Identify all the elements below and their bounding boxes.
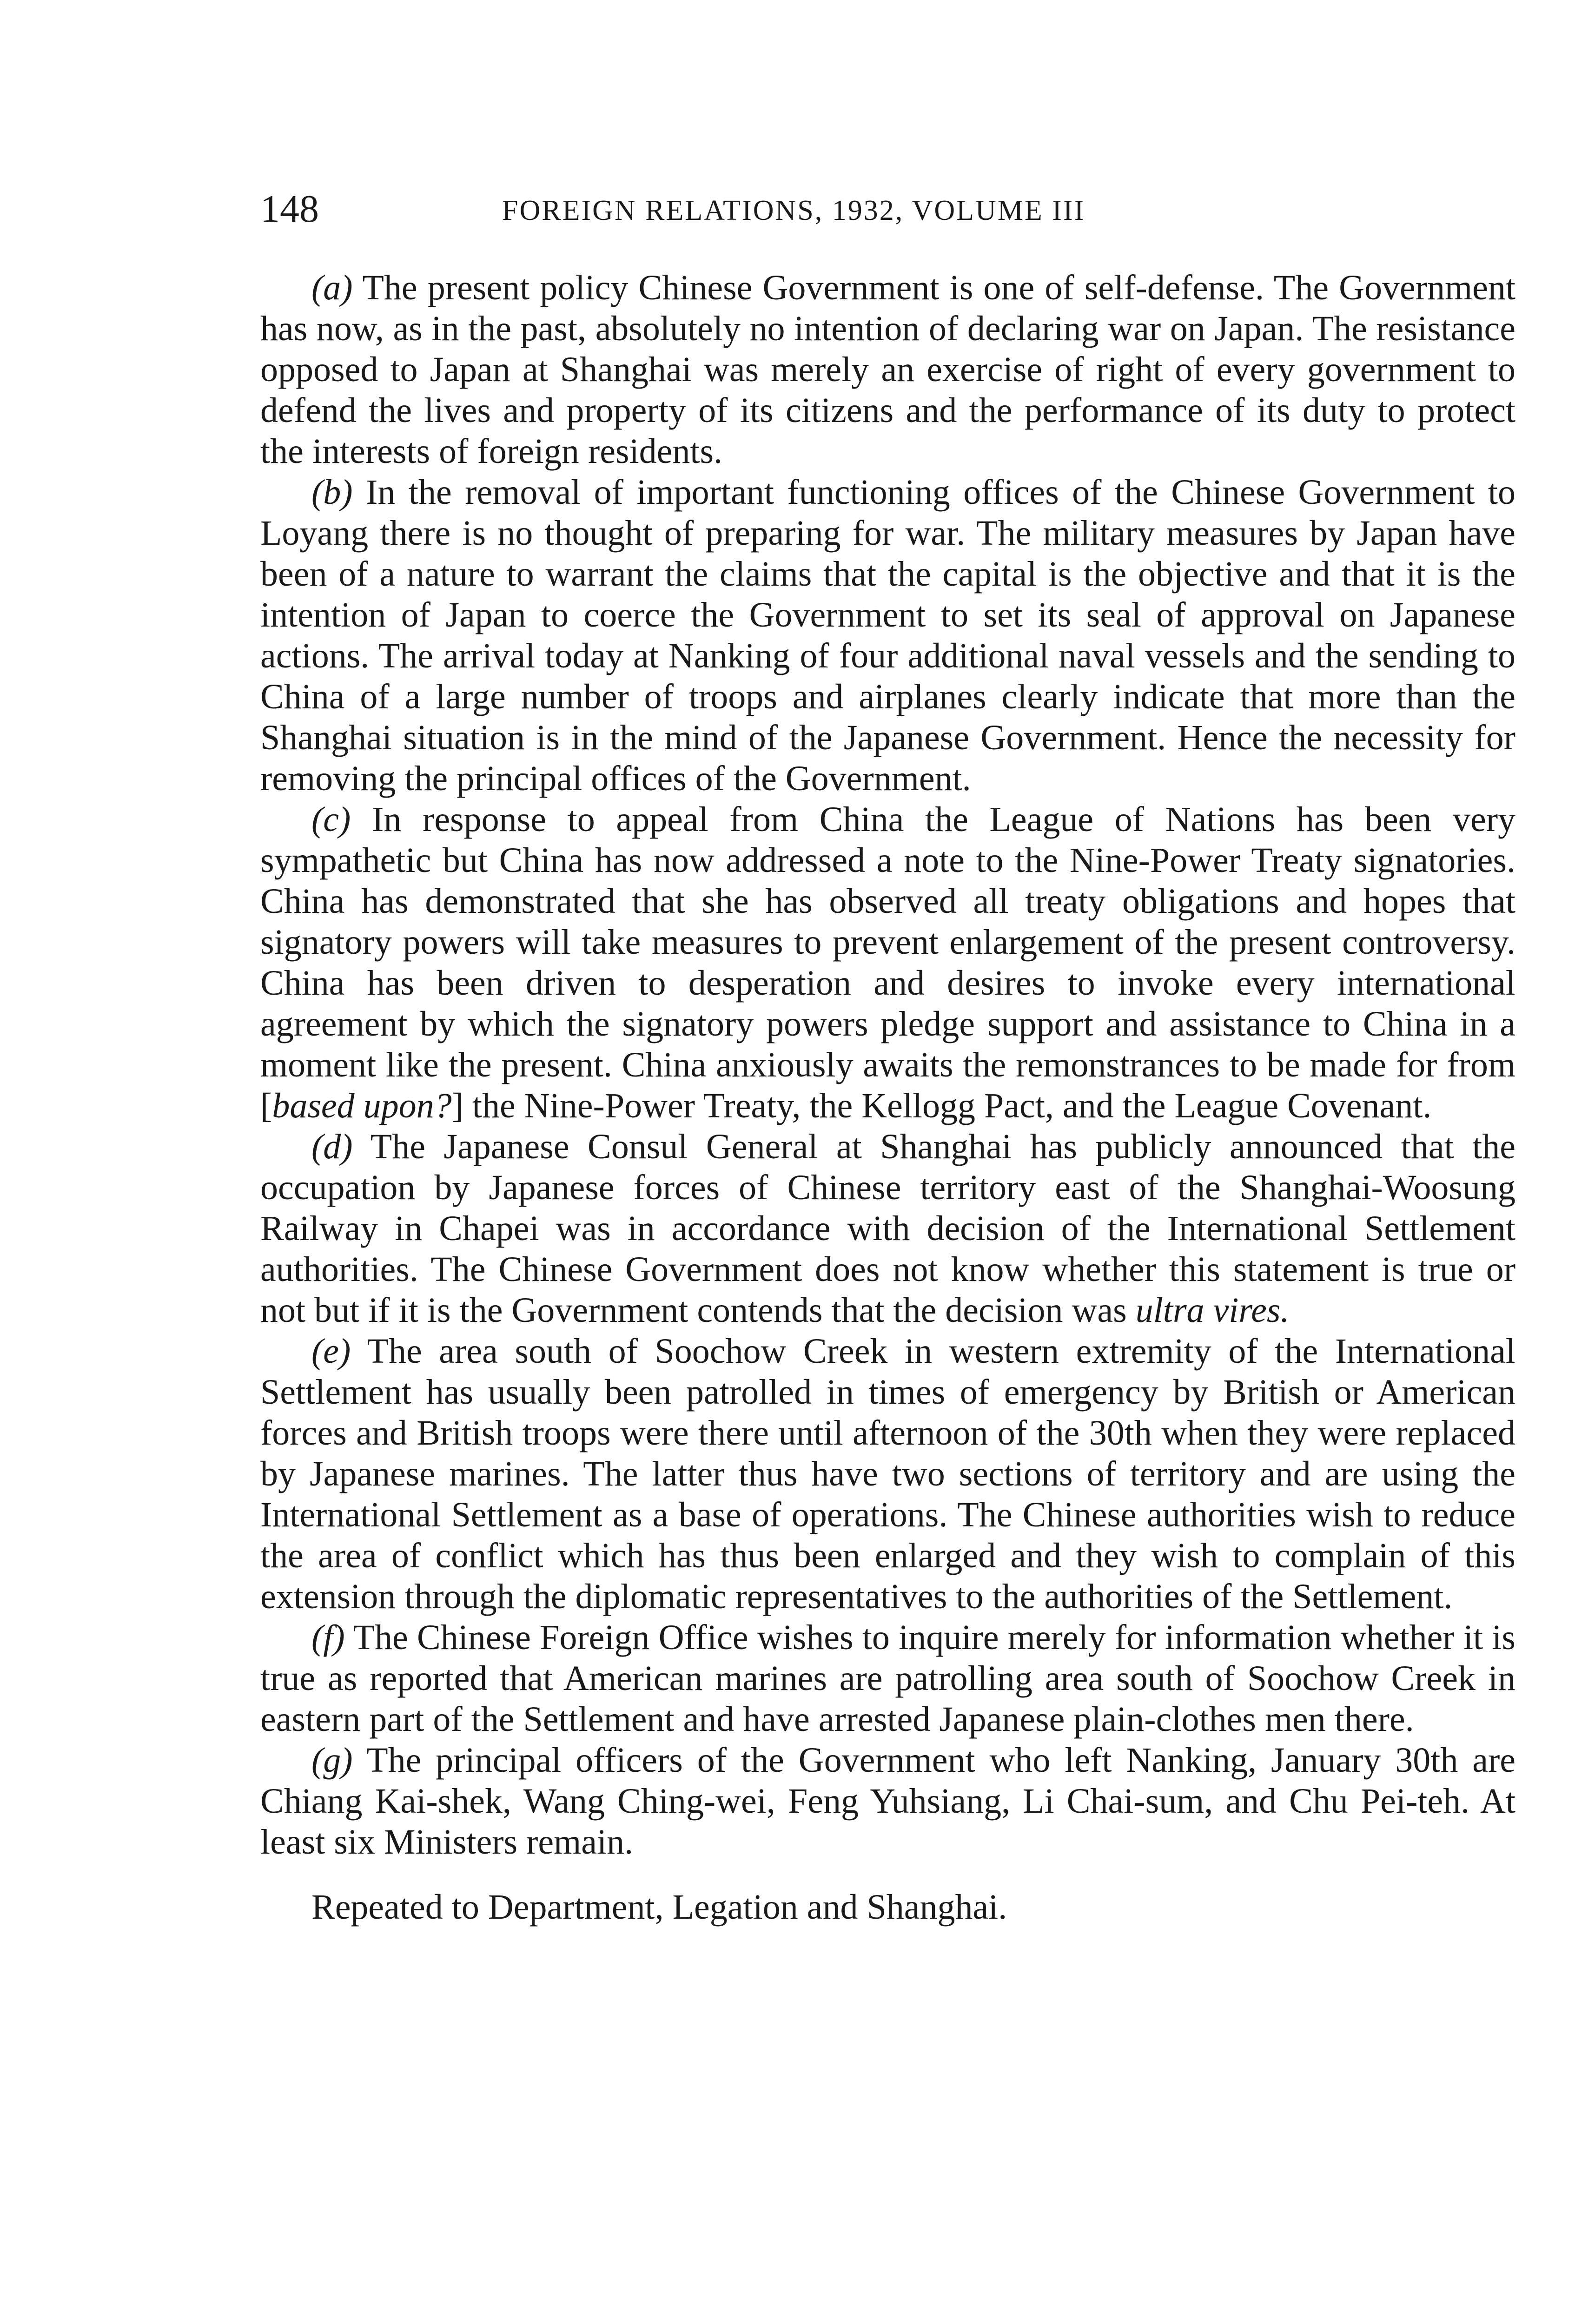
document-body xyxy=(260,267,1515,1963)
editorial-insertion: based upon? xyxy=(272,1086,452,1125)
paragraph-f xyxy=(260,1617,1515,1740)
paragraph-text-continued: ] the Nine-Power Treaty, the Kellogg Pact, and the League Covenant. xyxy=(451,1086,1432,1125)
paragraph-label: (e) xyxy=(311,1332,351,1371)
closing-line: Repeated to Department, Legation and Shanghai. xyxy=(311,1888,1007,1927)
paragraph-g xyxy=(260,1740,1515,1862)
paragraph-e xyxy=(260,1331,1515,1617)
paragraph-text: The principal officers of the Government who left Nanking, January 30th are Chiang Kai-shek, Wang Ching-wei, Feng Yuhsiang, Li Chai-sum, and Chu Pei-teh. At least six Ministers remain. xyxy=(260,1741,1515,1862)
paragraph-b xyxy=(260,472,1515,799)
paragraph-label: (b) xyxy=(311,473,353,512)
paragraph-a xyxy=(260,267,1515,472)
page-header xyxy=(260,186,1515,237)
paragraph-label: (d) xyxy=(311,1127,353,1166)
paragraph-label: (a) xyxy=(311,268,353,307)
paragraph-label: (f) xyxy=(311,1618,345,1657)
paragraph-text: In the removal of important functioning offices of the Chinese Government to Loyang there is no thought of preparing for war. The military measures by Japan have been of a nature to warrant the claims that the capital is the objective and that it is the intention of Japan to coerce the Government to set its seal of approval on Japanese actions. The arrival today at Nanking of four additional naval vessels and the sending to China of a large number of troops and airplanes clearly indicate that more than the Shanghai situation is in the mind of the Japanese Government. Hence the necessity for removing the principal offices of the Government. xyxy=(260,473,1516,798)
running-head: FOREIGN RELATIONS, 1932, VOLUME III xyxy=(502,195,1085,226)
paragraph-text: In response to appeal from China the League of Nations has been very sympathetic but China has now addressed a note to the Nine-Power Treaty signatories. China has demonstrated that she has observed all treaty obligations and hopes that signatory powers will take measures to prevent enlargement of the present controversy. China has been driven to desperation and desires to invoke every international agreement by which the signatory powers pledge support and assistance to China in a moment like the present. China anxiously awaits the remonstrances to be made for from [ xyxy=(260,800,1515,1125)
paragraph-text: The present policy Chinese Government is one of self-defense. The Government has now, as in the past, absolutely no intention of declaring war on Japan. The resistance opposed to Japan at Shanghai was merely an exercise of right of every government to defend the lives and property of its citizens and the performance of its duty to protect the interests of foreign residents. xyxy=(260,268,1515,471)
paragraph-text: The Chinese Foreign Office wishes to inquire merely for information whether it is true as reported that American marines are patrolling area south of Soochow Creek in eastern part of the Settlement and have arrested Japanese plain-clothes men there. xyxy=(260,1618,1515,1739)
italic-phrase: ultra vires. xyxy=(1135,1291,1290,1330)
paragraph-d xyxy=(260,1126,1515,1331)
paragraph-c xyxy=(260,799,1515,1126)
paragraph-text: The Japanese Consul General at Shanghai has publicly announced that the occupation by Japanese forces of Chinese territory east of the Shanghai-Woosung Railway in Chapei was in accordance with decision of the International Settlement authorities. The Chinese Government does not know whether this statement is true or not but if it is the Government contends that the decision was xyxy=(260,1127,1515,1330)
paragraph-label: (c) xyxy=(311,800,351,839)
paragraph-label: (g) xyxy=(311,1741,353,1780)
paragraph-text: The area south of Soochow Creek in western extremity of the International Settlement has usually been patrolled in times of emergency by British or American forces and British troops were there until afternoon of the 30th when they were replaced by Japanese marines. The latter thus have two sections of territory and are using the International Settlement as a base of operations. The Chinese authorities wish to reduce the area of conflict which has thus been enlarged and they wish to complain of this extension through the diplomatic representatives to the authorities of the Settlement. xyxy=(260,1332,1515,1616)
page-number: 148 xyxy=(260,187,319,231)
